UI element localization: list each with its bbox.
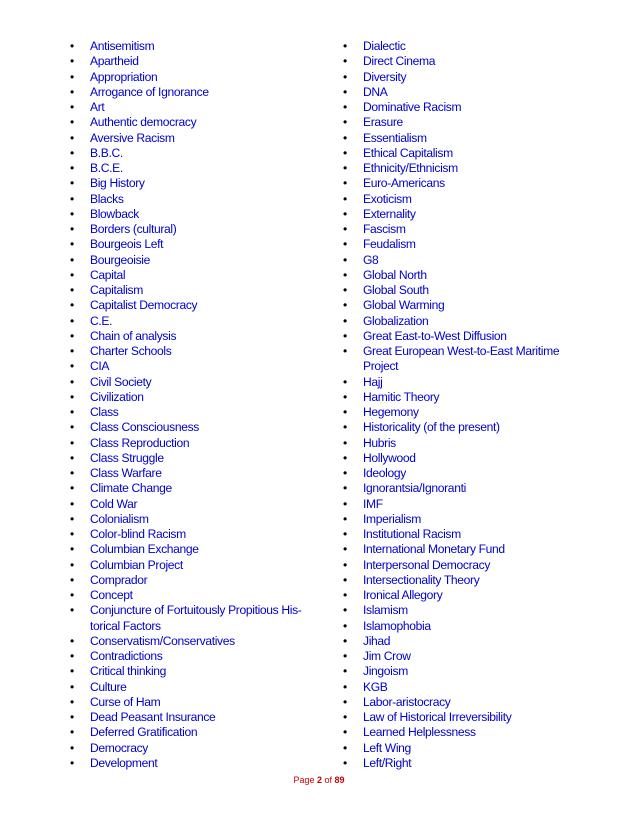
list-item: • Interpersonal Democracy	[343, 558, 583, 573]
list-item: • Institutional Racism	[343, 527, 583, 542]
footer-page-word: Page	[293, 775, 315, 785]
list-item: • Conservatism/Conservatives	[70, 634, 320, 649]
list-item: • Borders (cultural)	[70, 222, 320, 237]
list-item: • DNA	[343, 85, 583, 100]
list-item: • Columbian Project	[70, 558, 320, 573]
list-item: • Law of Historical Irreversibility	[343, 710, 583, 725]
list-item: • Jingoism	[343, 664, 583, 679]
list-item: • Historicality (of the present)	[343, 420, 583, 435]
list-item: • Comprador	[70, 573, 320, 588]
list-item: • Climate Change	[70, 481, 320, 496]
list-item: • KGB	[343, 680, 583, 695]
list-item: • Jim Crow	[343, 649, 583, 664]
list-item: • Development	[70, 756, 320, 771]
list-item: • Learned Helplessness	[343, 725, 583, 740]
list-item: • Imperialism	[343, 512, 583, 527]
list-item: • Authentic democracy	[70, 115, 320, 130]
list-item: • Contradictions	[70, 649, 320, 664]
list-item: • Capitalist Democracy	[70, 298, 320, 313]
list-item: • Euro-Americans	[343, 176, 583, 191]
list-item: • Civil Society	[70, 375, 320, 390]
term-list-left	[70, 39, 320, 771]
list-item: • B.B.C.	[70, 146, 320, 161]
list-item: • C.E.	[70, 314, 320, 329]
list-item: • Dominative Racism	[343, 100, 583, 115]
list-item: • Feudalism	[343, 237, 583, 252]
list-item: • Civilization	[70, 390, 320, 405]
list-item: • Great East-to-West Diffusion	[343, 329, 583, 344]
list-item: • Dead Peasant Insurance	[70, 710, 320, 725]
list-item: • Jihad	[343, 634, 583, 649]
list-item: • Left/Right	[343, 756, 583, 771]
list-item: • Hollywood	[343, 451, 583, 466]
list-item: • Antisemitism	[70, 39, 320, 54]
term-list-right	[343, 39, 583, 771]
list-item: • Global North	[343, 268, 583, 283]
list-item: • Islamophobia	[343, 619, 583, 634]
list-item: • Art	[70, 100, 320, 115]
list-item: • Charter Schools	[70, 344, 320, 359]
list-item: • Class Reproduction	[70, 436, 320, 451]
list-item: • Global Warming	[343, 298, 583, 313]
list-item: • Deferred Gratification	[70, 725, 320, 740]
list-item: • Ethnicity/Ethnicism	[343, 161, 583, 176]
list-item: • Direct Cinema	[343, 54, 583, 69]
list-item: • Exoticism	[343, 192, 583, 207]
list-item: • Intersectionality Theory	[343, 573, 583, 588]
list-item: • Erasure	[343, 115, 583, 130]
list-item: • Hegemony	[343, 405, 583, 420]
footer-page-total: 89	[334, 775, 345, 785]
list-item: • Blowback	[70, 207, 320, 222]
list-item: • Cold War	[70, 497, 320, 512]
list-item: • G8	[343, 253, 583, 268]
list-item: • Culture	[70, 680, 320, 695]
list-item: • Capitalism	[70, 283, 320, 298]
footer-page-number: 2	[316, 775, 322, 785]
list-item: • Ignorantsia/Ignoranti	[343, 481, 583, 496]
list-item: • Class Struggle	[70, 451, 320, 466]
list-item: • Aversive Racism	[70, 131, 320, 146]
page-footer	[0, 775, 638, 785]
list-item: • Colonialism	[70, 512, 320, 527]
list-item: • Big History	[70, 176, 320, 191]
list-item: • Color-blind Racism	[70, 527, 320, 542]
list-item: • Global South	[343, 283, 583, 298]
list-item: • Ethical Capitalism	[343, 146, 583, 161]
list-item: • Externality	[343, 207, 583, 222]
list-item: • Essentialism	[343, 131, 583, 146]
list-item: • Capital	[70, 268, 320, 283]
list-item: • Class Consciousness	[70, 420, 320, 435]
list-item: • Conjuncture of Fortuitously Propitious His-torical Factors	[70, 603, 320, 634]
list-item: • Critical thinking	[70, 664, 320, 679]
footer-of-word: of	[324, 775, 333, 785]
list-item: • Concept	[70, 588, 320, 603]
list-item: • IMF	[343, 497, 583, 512]
list-item: • B.C.E.	[70, 161, 320, 176]
list-item: • Columbian Exchange	[70, 542, 320, 557]
list-item: • International Monetary Fund	[343, 542, 583, 557]
list-item: • Hajj	[343, 375, 583, 390]
list-item: • Bourgeoisie	[70, 253, 320, 268]
list-item: • Islamism	[343, 603, 583, 618]
list-item: • Blacks	[70, 192, 320, 207]
list-item: • Hamitic Theory	[343, 390, 583, 405]
list-item: • CIA	[70, 359, 320, 374]
list-item: • Ironical Allegory	[343, 588, 583, 603]
list-item: • Ideology	[343, 466, 583, 481]
list-item: • Curse of Ham	[70, 695, 320, 710]
list-item: • Globalization	[343, 314, 583, 329]
list-item: • Class	[70, 405, 320, 420]
list-item: • Class Warfare	[70, 466, 320, 481]
list-item: • Arrogance of Ignorance	[70, 85, 320, 100]
list-item: • Bourgeois Left	[70, 237, 320, 252]
list-item: • Labor-aristocracy	[343, 695, 583, 710]
list-item: • Left Wing	[343, 741, 583, 756]
list-item: • Appropriation	[70, 70, 320, 85]
list-item: • Great European West-to-East Maritime Project	[343, 344, 583, 375]
list-item: • Apartheid	[70, 54, 320, 69]
list-item: • Diversity	[343, 70, 583, 85]
list-item: • Democracy	[70, 741, 320, 756]
list-item: • Fascism	[343, 222, 583, 237]
list-item: • Dialectic	[343, 39, 583, 54]
list-item: • Hubris	[343, 436, 583, 451]
list-item: • Chain of analysis	[70, 329, 320, 344]
